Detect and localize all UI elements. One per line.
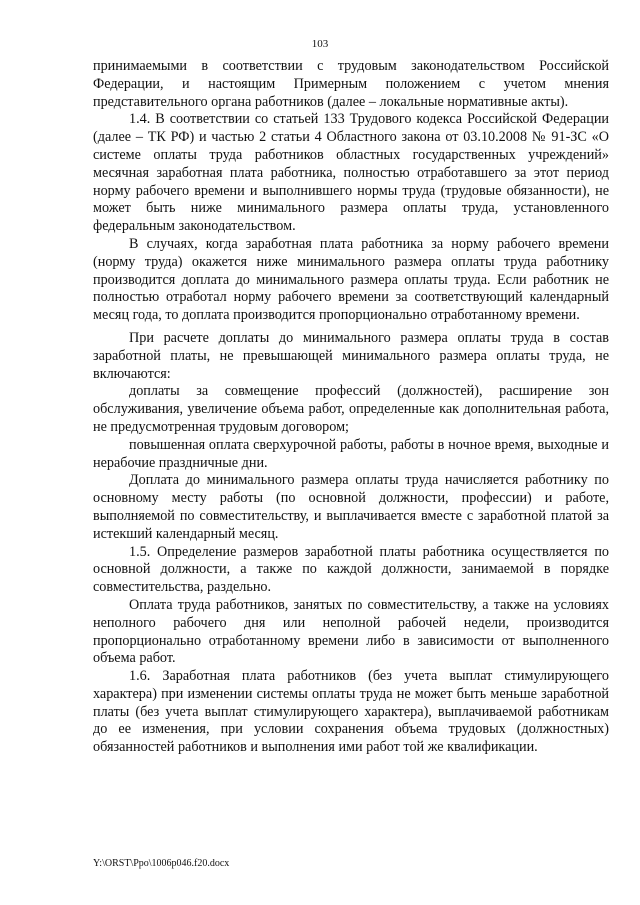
paragraph-continuation: принимаемыми в соответствии с трудовым законодательством Российской Федерации, и настоящим Примерным положением с учетом мнения представительного органа работников (далее – локальные нормативные акты). (93, 58, 609, 110)
paragraph-exclusion-overtime: повышенная оплата сверхурочной работы, работы в ночное время, выходные и нерабочие праздничные дни. (93, 436, 609, 471)
paragraph-exclusions-intro: При расчете доплаты до минимального размера оплаты труда в состав заработной платы, не превышающей минимального размера оплаты труда, не включаются: (93, 329, 609, 382)
paragraph-exclusion-combination: доплаты за совмещение профессий (должностей), расширение зон обслуживания, увеличение объема работ, определенные как дополнительная работа, не предусмотренная трудовым договором; (93, 383, 609, 435)
paragraph-1-4: 1.4. В соответствии со статьей 133 Трудового кодекса Российской Федерации (далее – ТК РФ) и частью 2 статьи 4 Областного закона от 03.10.2008 № 91-ЗС «О системе оплаты труда работников областных государственных учреждений» месячная заработная плата работника, полностью отработавшего за этот период норму рабочего времени и выполнившего нормы труда (трудовые обязанности), не может быть ниже минимального размера оплаты труда, установленного федеральным законодательством. (93, 111, 609, 235)
file-path-footer: Y:\ORST\Ppo\1006p046.f20.docx (93, 858, 230, 869)
page-number: 103 (311, 38, 329, 50)
paragraph-mrot-surcharge: В случаях, когда заработная плата работника за норму рабочего времени (норму труда) окажется ниже минимального размера оплаты труда работнику производится доплата до минимального размера оплаты труда. Если работник не полностью отработал норму рабочего времени за соответствующий календарный месяц года, то доплата производится пропорционально отработанному времени. (93, 235, 609, 324)
paragraph-part-time-pay: Оплата труда работников, занятых по совместительству, а также на условиях неполного рабочего дня или неполной рабочей недели, производится пропорционально отработанному времени либо в зависимости от выполненного объема работ. (93, 596, 609, 667)
paragraph-1-6: 1.6. Заработная плата работников (без учета выплат стимулирующего характера) при изменении системы оплаты труда не может быть меньше заработной платы (без учета выплат стимулирующего характера), выплачиваемой работникам до ее изменения, при условии сохранения объема трудовых (должностных) обязанностей работников и выполнения ими работ той же квалификации. (93, 668, 609, 756)
paragraph-surcharge-accrual: Доплата до минимального размера оплаты труда начисляется работнику по основному месту работы (по основной должности, профессии) и работе, выполняемой по совместительству, и выплачивается вместе с заработной платой за истекший календарный месяц. (93, 472, 609, 542)
paragraph-1-5: 1.5. Определение размеров заработной платы работника осуществляется по основной должности, а также по каждой должности, занимаемой в порядке совместительства, раздельно. (93, 543, 609, 596)
document-body (93, 58, 609, 757)
